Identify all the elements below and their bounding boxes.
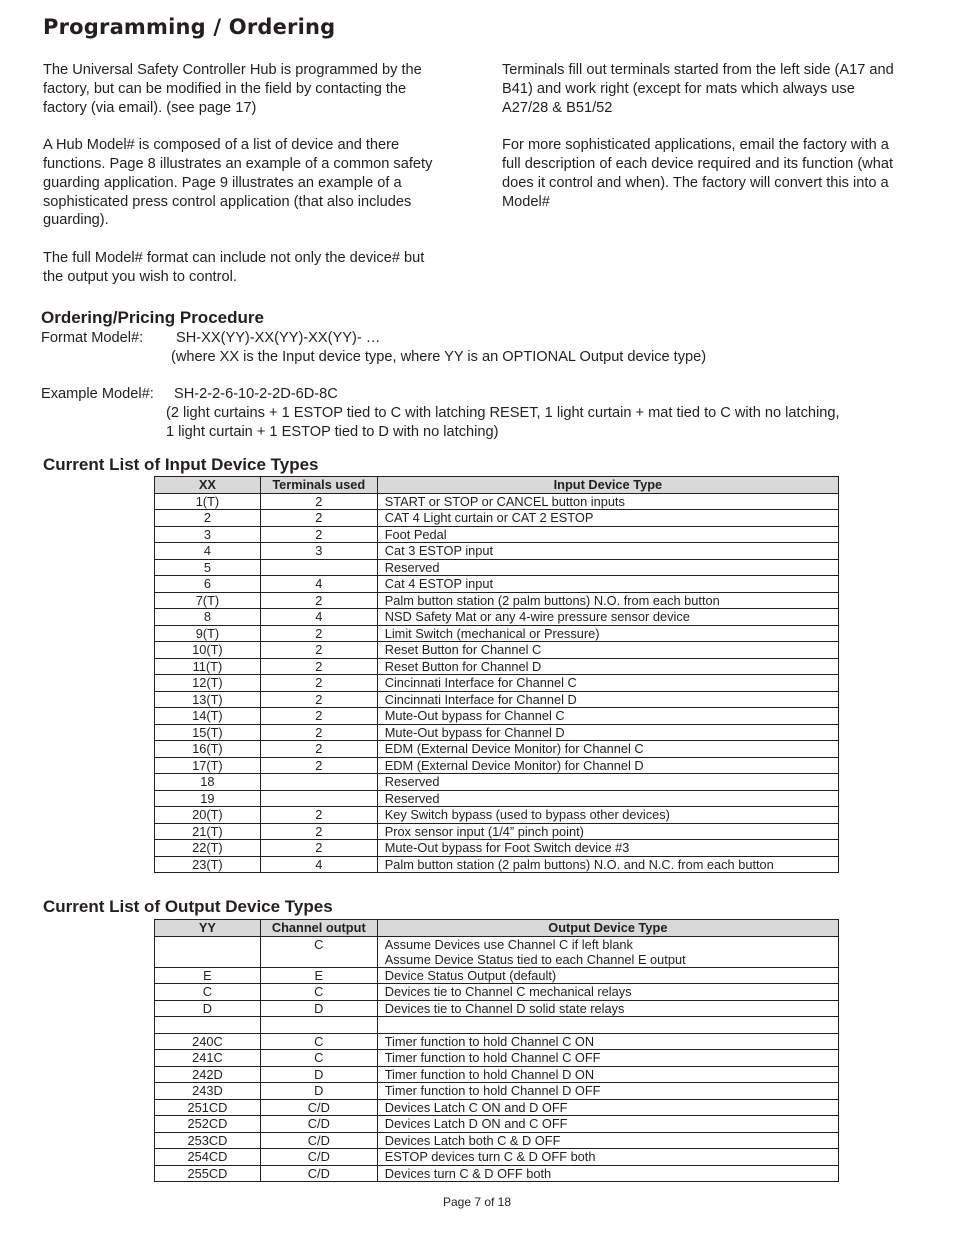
count-cell: D: [260, 1083, 377, 1100]
code-cell: 12(T): [155, 675, 261, 692]
count-cell: 3: [260, 543, 377, 560]
description-cell: NSD Safety Mat or any 4-wire pressure sensor device: [377, 609, 838, 626]
description-cell: Devices turn C & D OFF both: [377, 1165, 838, 1182]
ordering-heading: Ordering/Pricing Procedure: [41, 308, 264, 327]
code-cell: E: [155, 967, 261, 984]
code-cell: 8: [155, 609, 261, 626]
code-cell: 18: [155, 774, 261, 791]
count-cell: [260, 559, 377, 576]
count-cell: 4: [260, 576, 377, 593]
count-cell: C/D: [260, 1116, 377, 1133]
description-cell: Timer function to hold Channel D OFF: [377, 1083, 838, 1100]
output-device-table: [154, 919, 839, 1182]
table-row: [155, 493, 839, 510]
count-cell: 2: [260, 757, 377, 774]
description-cell: Reset Button for Channel C: [377, 642, 838, 659]
count-cell: 2: [260, 807, 377, 824]
description-cell: Timer function to hold Channel C OFF: [377, 1050, 838, 1067]
code-cell: 5: [155, 559, 261, 576]
page-footer: Page 7 of 18: [442, 1195, 512, 1209]
code-cell: 19: [155, 790, 261, 807]
code-cell: 13(T): [155, 691, 261, 708]
input-table-heading: Current List of Input Device Types: [43, 455, 319, 474]
table-row: [155, 1033, 839, 1050]
description-cell: EDM (External Device Monitor) for Channel C: [377, 741, 838, 758]
description-cell: Devices tie to Channel D solid state relays: [377, 1000, 838, 1017]
count-cell: 2: [260, 675, 377, 692]
table-row: [155, 510, 839, 527]
description-cell: Reserved: [377, 774, 838, 791]
table-row: [155, 1132, 839, 1149]
description-cell: Limit Switch (mechanical or Pressure): [377, 625, 838, 642]
count-cell: [260, 1017, 377, 1034]
table-row: [155, 609, 839, 626]
table-row: [155, 576, 839, 593]
code-cell: 254CD: [155, 1149, 261, 1166]
description-cell: [377, 936, 838, 967]
table-row: [155, 675, 839, 692]
description-cell: Reserved: [377, 559, 838, 576]
code-cell: 242D: [155, 1066, 261, 1083]
description-cell: Cincinnati Interface for Channel D: [377, 691, 838, 708]
format-label: Format Model#:: [41, 330, 144, 346]
count-cell: 2: [260, 691, 377, 708]
description-cell: Cincinnati Interface for Channel C: [377, 675, 838, 692]
table-row: [155, 724, 839, 741]
table-row: [155, 543, 839, 560]
code-cell: [155, 1017, 261, 1034]
code-cell: 241C: [155, 1050, 261, 1067]
description-cell: Key Switch bypass (used to bypass other devices): [377, 807, 838, 824]
description-cell: Reserved: [377, 790, 838, 807]
column-header: Terminals used: [260, 477, 377, 494]
intro-paragraph: The full Model# format can include not only the device# but the output you wish to control.: [43, 249, 425, 285]
code-cell: 1(T): [155, 493, 261, 510]
description-cell: Cat 4 ESTOP input: [377, 576, 838, 593]
code-cell: 3: [155, 526, 261, 543]
table-row: [155, 823, 839, 840]
input-device-table: [154, 476, 839, 873]
count-cell: C: [260, 984, 377, 1001]
description-cell: Devices Latch both C & D OFF: [377, 1132, 838, 1149]
count-cell: 2: [260, 642, 377, 659]
code-cell: 14(T): [155, 708, 261, 725]
code-cell: 15(T): [155, 724, 261, 741]
code-cell: 7(T): [155, 592, 261, 609]
description-cell: Devices Latch D ON and C OFF: [377, 1116, 838, 1133]
code-cell: 11(T): [155, 658, 261, 675]
table-row: [155, 807, 839, 824]
code-cell: 240C: [155, 1033, 261, 1050]
intro-left-column: [43, 61, 448, 305]
count-cell: 2: [260, 592, 377, 609]
description-cell: Mute-Out bypass for Foot Switch device #3: [377, 840, 838, 857]
format-note: (where XX is the Input device type, where YY is an OPTIONAL Output device type): [171, 349, 707, 365]
page-title: Programming / Ordering: [43, 15, 336, 39]
count-cell: 2: [260, 708, 377, 725]
example-value: SH-2-2-6-10-2-2D-6D-8C: [174, 386, 338, 402]
count-cell: 2: [260, 625, 377, 642]
count-cell: D: [260, 1066, 377, 1083]
description-cell: ESTOP devices turn C & D OFF both: [377, 1149, 838, 1166]
description-cell: Devices Latch C ON and D OFF: [377, 1099, 838, 1116]
count-cell: C/D: [260, 1132, 377, 1149]
description-cell: [377, 1017, 838, 1034]
intro-paragraph: Terminals fill out terminals started from the left side (A17 and B41) and work right (except for mats which always use A27/28 & B51/52: [502, 62, 894, 116]
code-cell: 255CD: [155, 1165, 261, 1182]
code-cell: 23(T): [155, 856, 261, 873]
count-cell: 2: [260, 741, 377, 758]
description-cell: Devices tie to Channel C mechanical relays: [377, 984, 838, 1001]
count-cell: C: [260, 1033, 377, 1050]
table-row: [155, 1050, 839, 1067]
table-row: [155, 1083, 839, 1100]
description-cell: EDM (External Device Monitor) for Channel D: [377, 757, 838, 774]
code-cell: C: [155, 984, 261, 1001]
code-cell: 9(T): [155, 625, 261, 642]
table-row: [155, 1017, 839, 1034]
count-cell: C/D: [260, 1165, 377, 1182]
count-cell: 2: [260, 526, 377, 543]
table-row: [155, 625, 839, 642]
code-cell: 252CD: [155, 1116, 261, 1133]
description-cell: Cat 3 ESTOP input: [377, 543, 838, 560]
count-cell: C/D: [260, 1149, 377, 1166]
intro-paragraph: A Hub Model# is composed of a list of device and there functions. Page 8 illustrates an example of a common safety guarding application. Page 9 illustrates an example of a sophisticated press control application (that also includes guarding).: [43, 137, 433, 229]
count-cell: D: [260, 1000, 377, 1017]
count-cell: C/D: [260, 1099, 377, 1116]
description-cell: Timer function to hold Channel C ON: [377, 1033, 838, 1050]
column-header: YY: [155, 920, 261, 937]
table-row: [155, 526, 839, 543]
table-row: [155, 691, 839, 708]
code-cell: 251CD: [155, 1099, 261, 1116]
code-cell: [155, 936, 261, 967]
intro-right-column: [502, 61, 902, 230]
description-cell: Palm button station (2 palm buttons) N.O. from each button: [377, 592, 838, 609]
table-row: [155, 1149, 839, 1166]
count-cell: 2: [260, 823, 377, 840]
table-row: [155, 984, 839, 1001]
code-cell: 4: [155, 543, 261, 560]
description-cell: Palm button station (2 palm buttons) N.O. and N.C. from each button: [377, 856, 838, 873]
format-value: SH-XX(YY)-XX(YY)-XX(YY)- …: [176, 330, 381, 346]
table-row: [155, 741, 839, 758]
column-header: Channel output: [260, 920, 377, 937]
column-header: XX: [155, 477, 261, 494]
description-cell: Prox sensor input (1/4” pinch point): [377, 823, 838, 840]
code-cell: D: [155, 1000, 261, 1017]
table-row: [155, 967, 839, 984]
table-row: [155, 642, 839, 659]
table-row: [155, 658, 839, 675]
table-row: [155, 856, 839, 873]
table-row: [155, 708, 839, 725]
example-label: Example Model#:: [41, 386, 154, 402]
count-cell: 2: [260, 840, 377, 857]
description-cell: Reset Button for Channel D: [377, 658, 838, 675]
count-cell: 4: [260, 856, 377, 873]
table-header-row: [155, 920, 839, 937]
column-header: Output Device Type: [377, 920, 838, 937]
description-line: Assume Devices use Channel C if left blank: [384, 936, 633, 952]
description-cell: Mute-Out bypass for Channel C: [377, 708, 838, 725]
table-row: [155, 936, 839, 967]
table-row: [155, 1165, 839, 1182]
count-cell: 2: [260, 724, 377, 741]
description-cell: Device Status Output (default): [377, 967, 838, 984]
count-cell: C: [260, 936, 377, 967]
description-cell: Timer function to hold Channel D ON: [377, 1066, 838, 1083]
table-row: [155, 840, 839, 857]
description-line: Assume Device Status tied to each Channel E output: [384, 951, 686, 967]
code-cell: 16(T): [155, 741, 261, 758]
description-cell: START or STOP or CANCEL button inputs: [377, 493, 838, 510]
code-cell: 22(T): [155, 840, 261, 857]
table-row: [155, 790, 839, 807]
code-cell: 17(T): [155, 757, 261, 774]
table-header-row: [155, 477, 839, 494]
code-cell: 10(T): [155, 642, 261, 659]
count-cell: E: [260, 967, 377, 984]
count-cell: [260, 774, 377, 791]
count-cell: 4: [260, 609, 377, 626]
description-cell: Foot Pedal: [377, 526, 838, 543]
count-cell: C: [260, 1050, 377, 1067]
output-table-heading: Current List of Output Device Types: [43, 897, 333, 916]
example-note: (2 light curtains + 1 ESTOP tied to C with latching RESET, 1 light curtain + mat tied to C with no latching,: [166, 405, 840, 421]
intro-paragraph: For more sophisticated applications, email the factory with a full description of each device required and its function (what does it control and when). The factory will convert this into a Model#: [502, 137, 894, 210]
code-cell: 6: [155, 576, 261, 593]
code-cell: 2: [155, 510, 261, 527]
example-note: 1 light curtain + 1 ESTOP tied to D with no latching): [166, 424, 499, 440]
description-cell: CAT 4 Light curtain or CAT 2 ESTOP: [377, 510, 838, 527]
table-row: [155, 592, 839, 609]
table-row: [155, 757, 839, 774]
column-header: Input Device Type: [377, 477, 838, 494]
table-row: [155, 774, 839, 791]
intro-paragraph: The Universal Safety Controller Hub is programmed by the factory, but can be modified in the field by contacting the factory (via email). (see page 17): [43, 62, 422, 116]
count-cell: [260, 790, 377, 807]
count-cell: 2: [260, 658, 377, 675]
code-cell: 253CD: [155, 1132, 261, 1149]
table-row: [155, 1099, 839, 1116]
count-cell: 2: [260, 493, 377, 510]
table-row: [155, 1066, 839, 1083]
count-cell: 2: [260, 510, 377, 527]
table-row: [155, 559, 839, 576]
code-cell: 20(T): [155, 807, 261, 824]
code-cell: 243D: [155, 1083, 261, 1100]
code-cell: 21(T): [155, 823, 261, 840]
description-cell: Mute-Out bypass for Channel D: [377, 724, 838, 741]
table-row: [155, 1000, 839, 1017]
table-row: [155, 1116, 839, 1133]
